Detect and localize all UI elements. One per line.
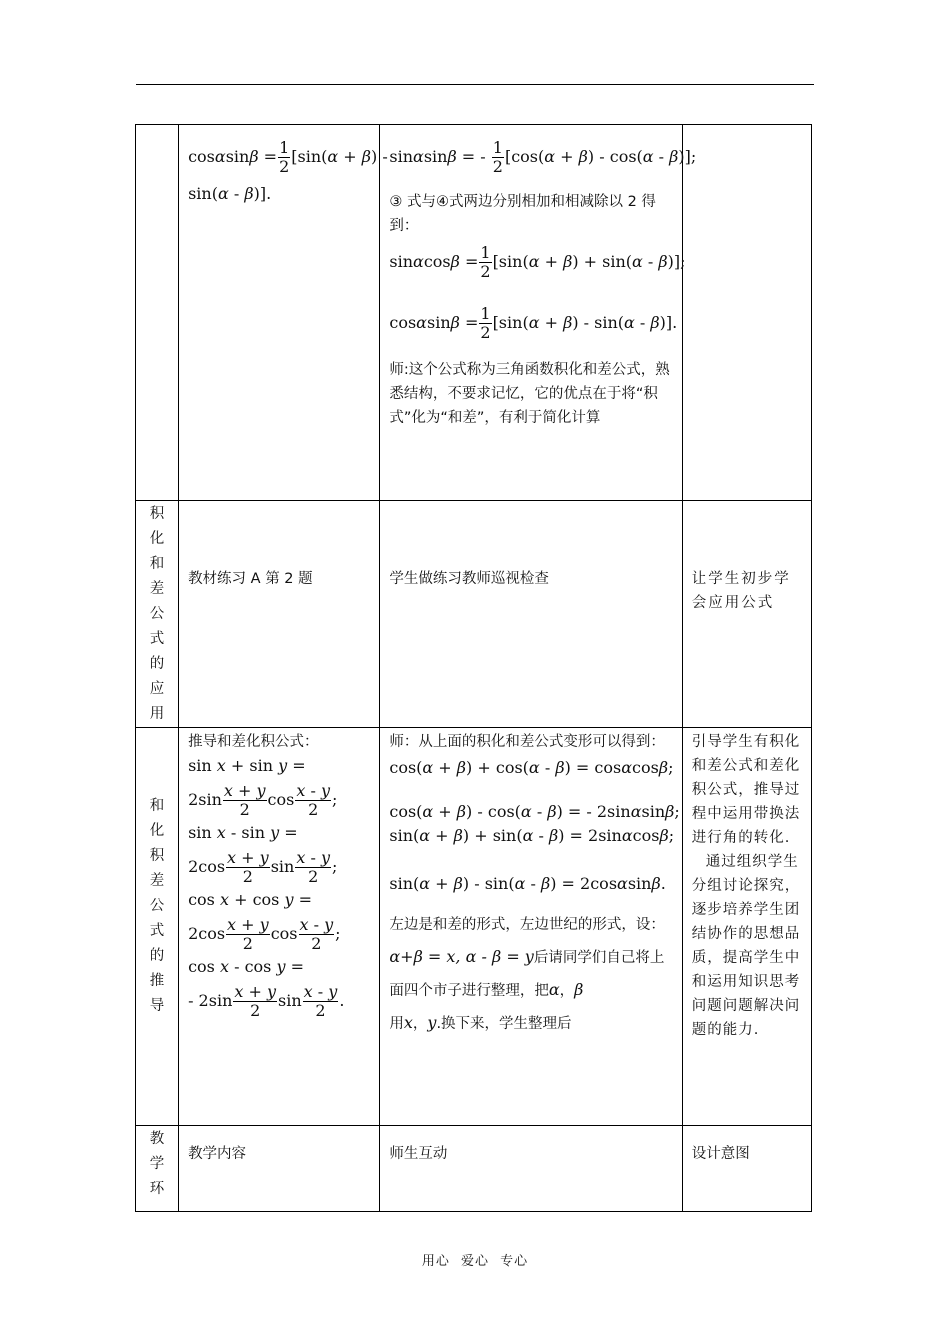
content-cell [179,501,380,728]
content-cell [179,125,388,501]
stage-cell [136,125,179,501]
formula: sin(α + β) + sin(α - β) = 2sinαcosβ; [389,826,675,845]
stage-label: 积化和差公式的应用 [149,506,165,722]
interaction-cell [380,501,682,728]
content-cell [179,1126,380,1212]
intent-cell [682,501,811,728]
formula: - 2sin $\frac{x + y}{2}$ sin $\frac{x - y}{2}$ . [188,982,345,1020]
column-header: 设计意图 [691,1146,750,1162]
formula: cos(α + β) + cos(α - β) = cosαcosβ; [389,758,674,777]
intent-text: 通过组织学生分组讨论探究，逐步培养学生团结协作的思想品质，提高学生中和运用知识思考问题问题解决问题的能力. [691,854,801,1038]
formula: cos(α + β) - cos(α - β) = - 2sinαsinβ; [389,802,680,821]
stage-cell [136,1126,179,1212]
content-cell [179,728,380,1126]
interaction-cell [380,125,697,501]
table-row [136,501,812,728]
formula: 2cos $\frac{x + y}{2}$ cos $\frac{x - y}{2}$ ; [188,915,341,953]
formula: sin x + sin y = [188,756,306,775]
stage-label: 教学环 [149,1131,165,1197]
formula: sinαsinβ = - $\frac{1}{2}$ [cos(α + β) - cos(α - β)]; [389,138,697,176]
intent-text: 让学生初步学会应用公式 [691,571,791,611]
lesson-plan-table [135,124,812,1212]
header-rule [136,84,814,85]
content-text: 教材练习 A 第 2 题 [188,571,313,587]
stage-cell [136,728,179,1126]
table-row [136,1126,812,1212]
table-row [136,125,812,501]
column-header: 教学内容 [188,1146,247,1162]
formula: sin(α + β) - sin(α - β) = 2cosαsinβ. [389,874,666,893]
interaction-text: 学生做练习教师巡视检查 [389,571,549,587]
interaction-paragraph: 左边是和差的形式，左边世纪的形式，设：α+β = x, α - β = y后请同学们自己将上面四个市子进行整理，把α，β 用x，y.换下来，学生整理后 [389,917,665,1032]
interaction-intro: 师：从上面的积化和差公式变形可以得到： [389,734,665,750]
interaction-cell [380,728,682,1126]
explanation-text: ③ 式与④式两边分别相加和相减除以 2 得到： [389,194,656,234]
intent-cell [682,125,811,501]
interaction-cell [380,1126,682,1212]
content-title: 推导和差化积公式： [188,734,319,750]
page-footer: 用心 爱心 专心 [421,1254,529,1269]
table-row [136,728,812,1126]
column-header: 师生互动 [389,1146,448,1162]
stage-label: 和化积差公式的推导 [149,798,165,1014]
formula: cosαsinβ = $\frac{1}{2}$ [sin(α + β) - [188,138,388,176]
formula: 2sin $\frac{x + y}{2}$ cos $\frac{x - y}{2}$ ; [188,781,338,819]
formula: sinαcosβ = $\frac{1}{2}$ [sin(α + β) + sin(α - β)]; [389,243,686,281]
stage-cell [136,501,179,728]
formula: cosαsinβ = $\frac{1}{2}$ [sin(α + β) - sin(α - β)]. [389,304,678,342]
teacher-note: 师:这个公式称为三角函数积化和差公式，熟悉结构，不要求记忆，它的优点在于将“积式”化为“和差”，有利于简化计算 [389,362,670,426]
formula: sin(α - β)]. [188,184,272,203]
formula: sin x - sin y = [188,823,298,842]
formula: cos x - cos y = [188,957,304,976]
intent-cell [682,1126,811,1212]
formula: 2cos $\frac{x + y}{2}$ sin $\frac{x - y}{2}$ ; [188,848,338,886]
formula: cos x + cos y = [188,890,312,909]
substitution-formula: α+β = x, α - β = y [389,947,534,966]
intent-cell [682,728,811,1126]
intent-text: 引导学生有积化和差公式和差化积公式，推导过程中运用带换法进行角的转化. [691,734,801,846]
